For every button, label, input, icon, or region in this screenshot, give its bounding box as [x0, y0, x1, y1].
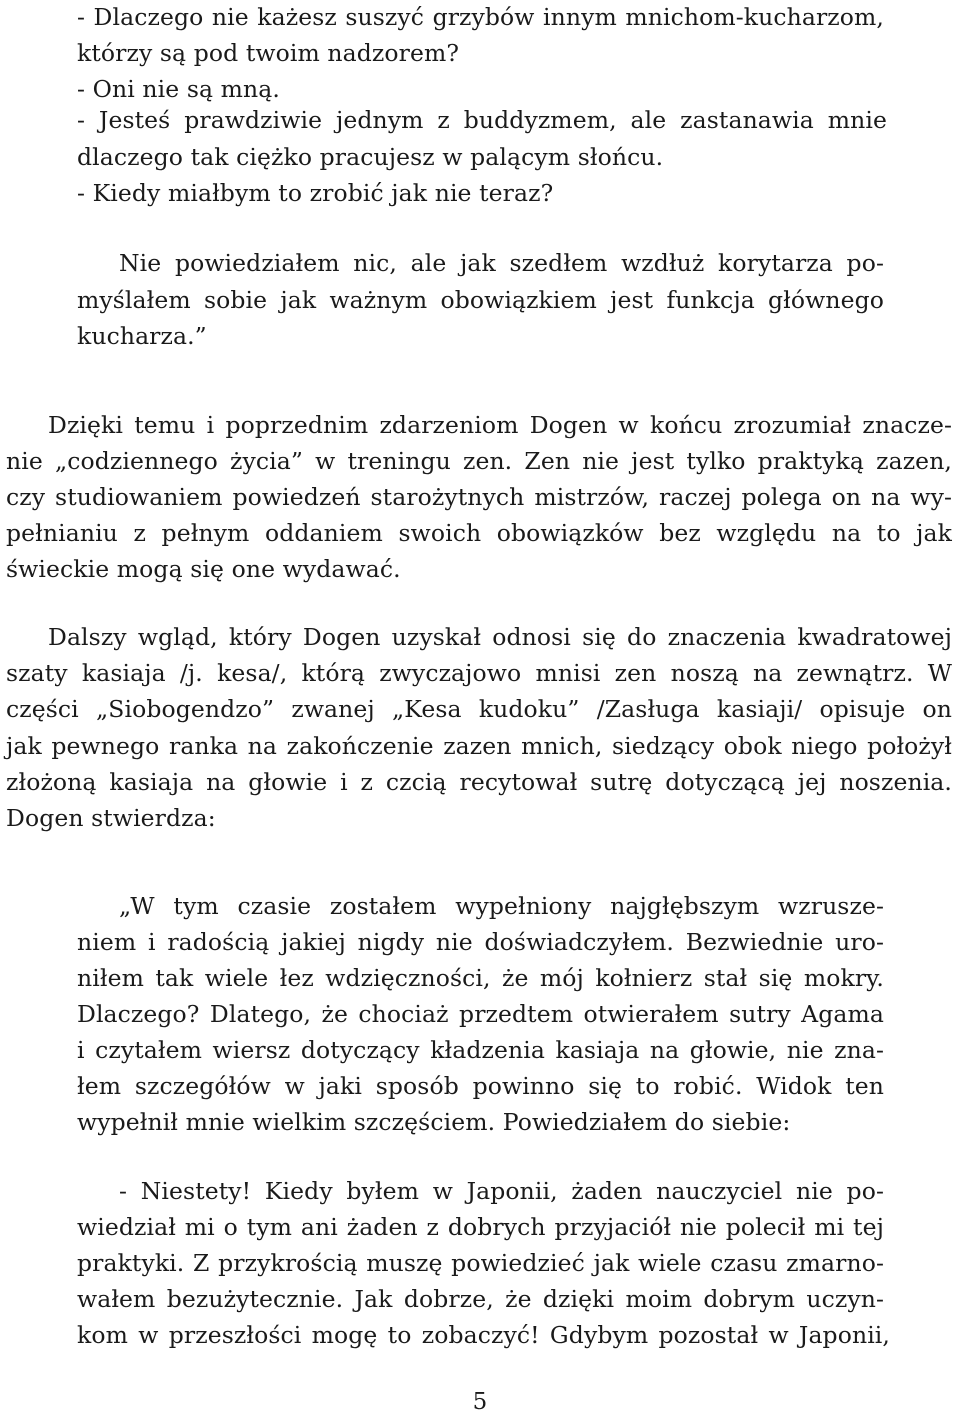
paragraph-line: części „Siobogendzo” zwanej „Kesa kudoku” /Zasługa kasiaji/ opisuje on [6, 695, 952, 723]
paragraph-line: Dalszy wgląd, który Dogen uzyskał odnosi się do znaczenia kwadratowej [48, 623, 952, 651]
paragraph-line: świeckie mogą się one wydawać. [6, 555, 401, 583]
dialogue-line: którzy są pod twoim nadzorem? [77, 39, 460, 67]
dialogue-line: - Dlaczego nie każesz suszyć grzybów innym mnichom-kucharzom, [77, 3, 884, 31]
paragraph-line: pełnianiu z pełnym oddaniem swoich obowiązków bez względu na to jak [6, 519, 952, 547]
quote-line: „W tym czasie zostałem wypełniony najgłębszym wzrusze- [119, 892, 884, 920]
paragraph-line: kucharza.” [77, 322, 207, 350]
dialogue-line: dlaczego tak ciężko pracujesz w palącym słońcu. [77, 143, 664, 171]
dialogue-line: - Jesteś prawdziwie jednym z buddyzmem, ale zastanawia mnie [77, 106, 887, 134]
paragraph-line: Dogen stwierdza: [6, 804, 216, 832]
quote-line: - Niestety! Kiedy byłem w Japonii, żaden nauczyciel nie po- [119, 1177, 884, 1205]
page-number: 5 [472, 1389, 488, 1415]
quote-line: wiedział mi o tym ani żaden z dobrych przyjaciół nie polecił mi tej [77, 1213, 884, 1241]
paragraph-line: czy studiowaniem powiedzeń starożytnych mistrzów, raczej polega on na wy- [6, 483, 952, 511]
paragraph-line: jak pewnego ranka na zakończenie zazen mnich, siedzący obok niego położył [6, 732, 952, 760]
paragraph-line: złożoną kasiaja na głowie i z czcią recytował sutrę dotyczącą jej noszenia. [6, 768, 952, 796]
quote-line: kom w przeszłości mogę to zobaczyć! Gdybym pozostał w Japonii, [77, 1321, 890, 1349]
quote-line: łem szczegółów w jaki sposób powinno się to robić. Widok ten [77, 1072, 884, 1100]
dialogue-line: - Oni nie są mną. [77, 75, 280, 103]
paragraph-line: Nie powiedziałem nic, ale jak szedłem wzdłuż korytarza po- [119, 249, 884, 277]
quote-line: praktyki. Z przykrością muszę powiedzieć jak wiele czasu zmarno- [77, 1249, 884, 1277]
paragraph-line: myślałem sobie jak ważnym obowiązkiem jest funkcja głównego [77, 286, 884, 314]
quote-line: niłem tak wiele łez wdzięczności, że mój kołnierz stał się mokry. [77, 964, 884, 992]
dialogue-line: - Kiedy miałbym to zrobić jak nie teraz? [77, 179, 554, 207]
paragraph-line: nie „codziennego życia” w treningu zen. Zen nie jest tylko praktyką zazen, [6, 447, 952, 475]
quote-line: wałem bezużytecznie. Jak dobrze, że dzięki moim dobrym uczyn- [77, 1285, 884, 1313]
quote-line: Dlaczego? Dlatego, że chociaż przedtem otwierałem sutry Agama [77, 1000, 884, 1028]
quote-line: niem i radością jakiej nigdy nie doświadczyłem. Bezwiednie uro- [77, 928, 884, 956]
paragraph-line: szaty kasiaja /j. kesa/, którą zwyczajowo mnisi zen noszą na zewnątrz. W [6, 659, 952, 687]
quote-line: wypełnił mnie wielkim szczęściem. Powiedziałem do siebie: [77, 1108, 791, 1136]
quote-line: i czytałem wiersz dotyczący kładzenia kasiaja na głowie, nie zna- [77, 1036, 884, 1064]
paragraph-line: Dzięki temu i poprzednim zdarzeniom Dogen w końcu zrozumiał znacze- [48, 411, 952, 439]
